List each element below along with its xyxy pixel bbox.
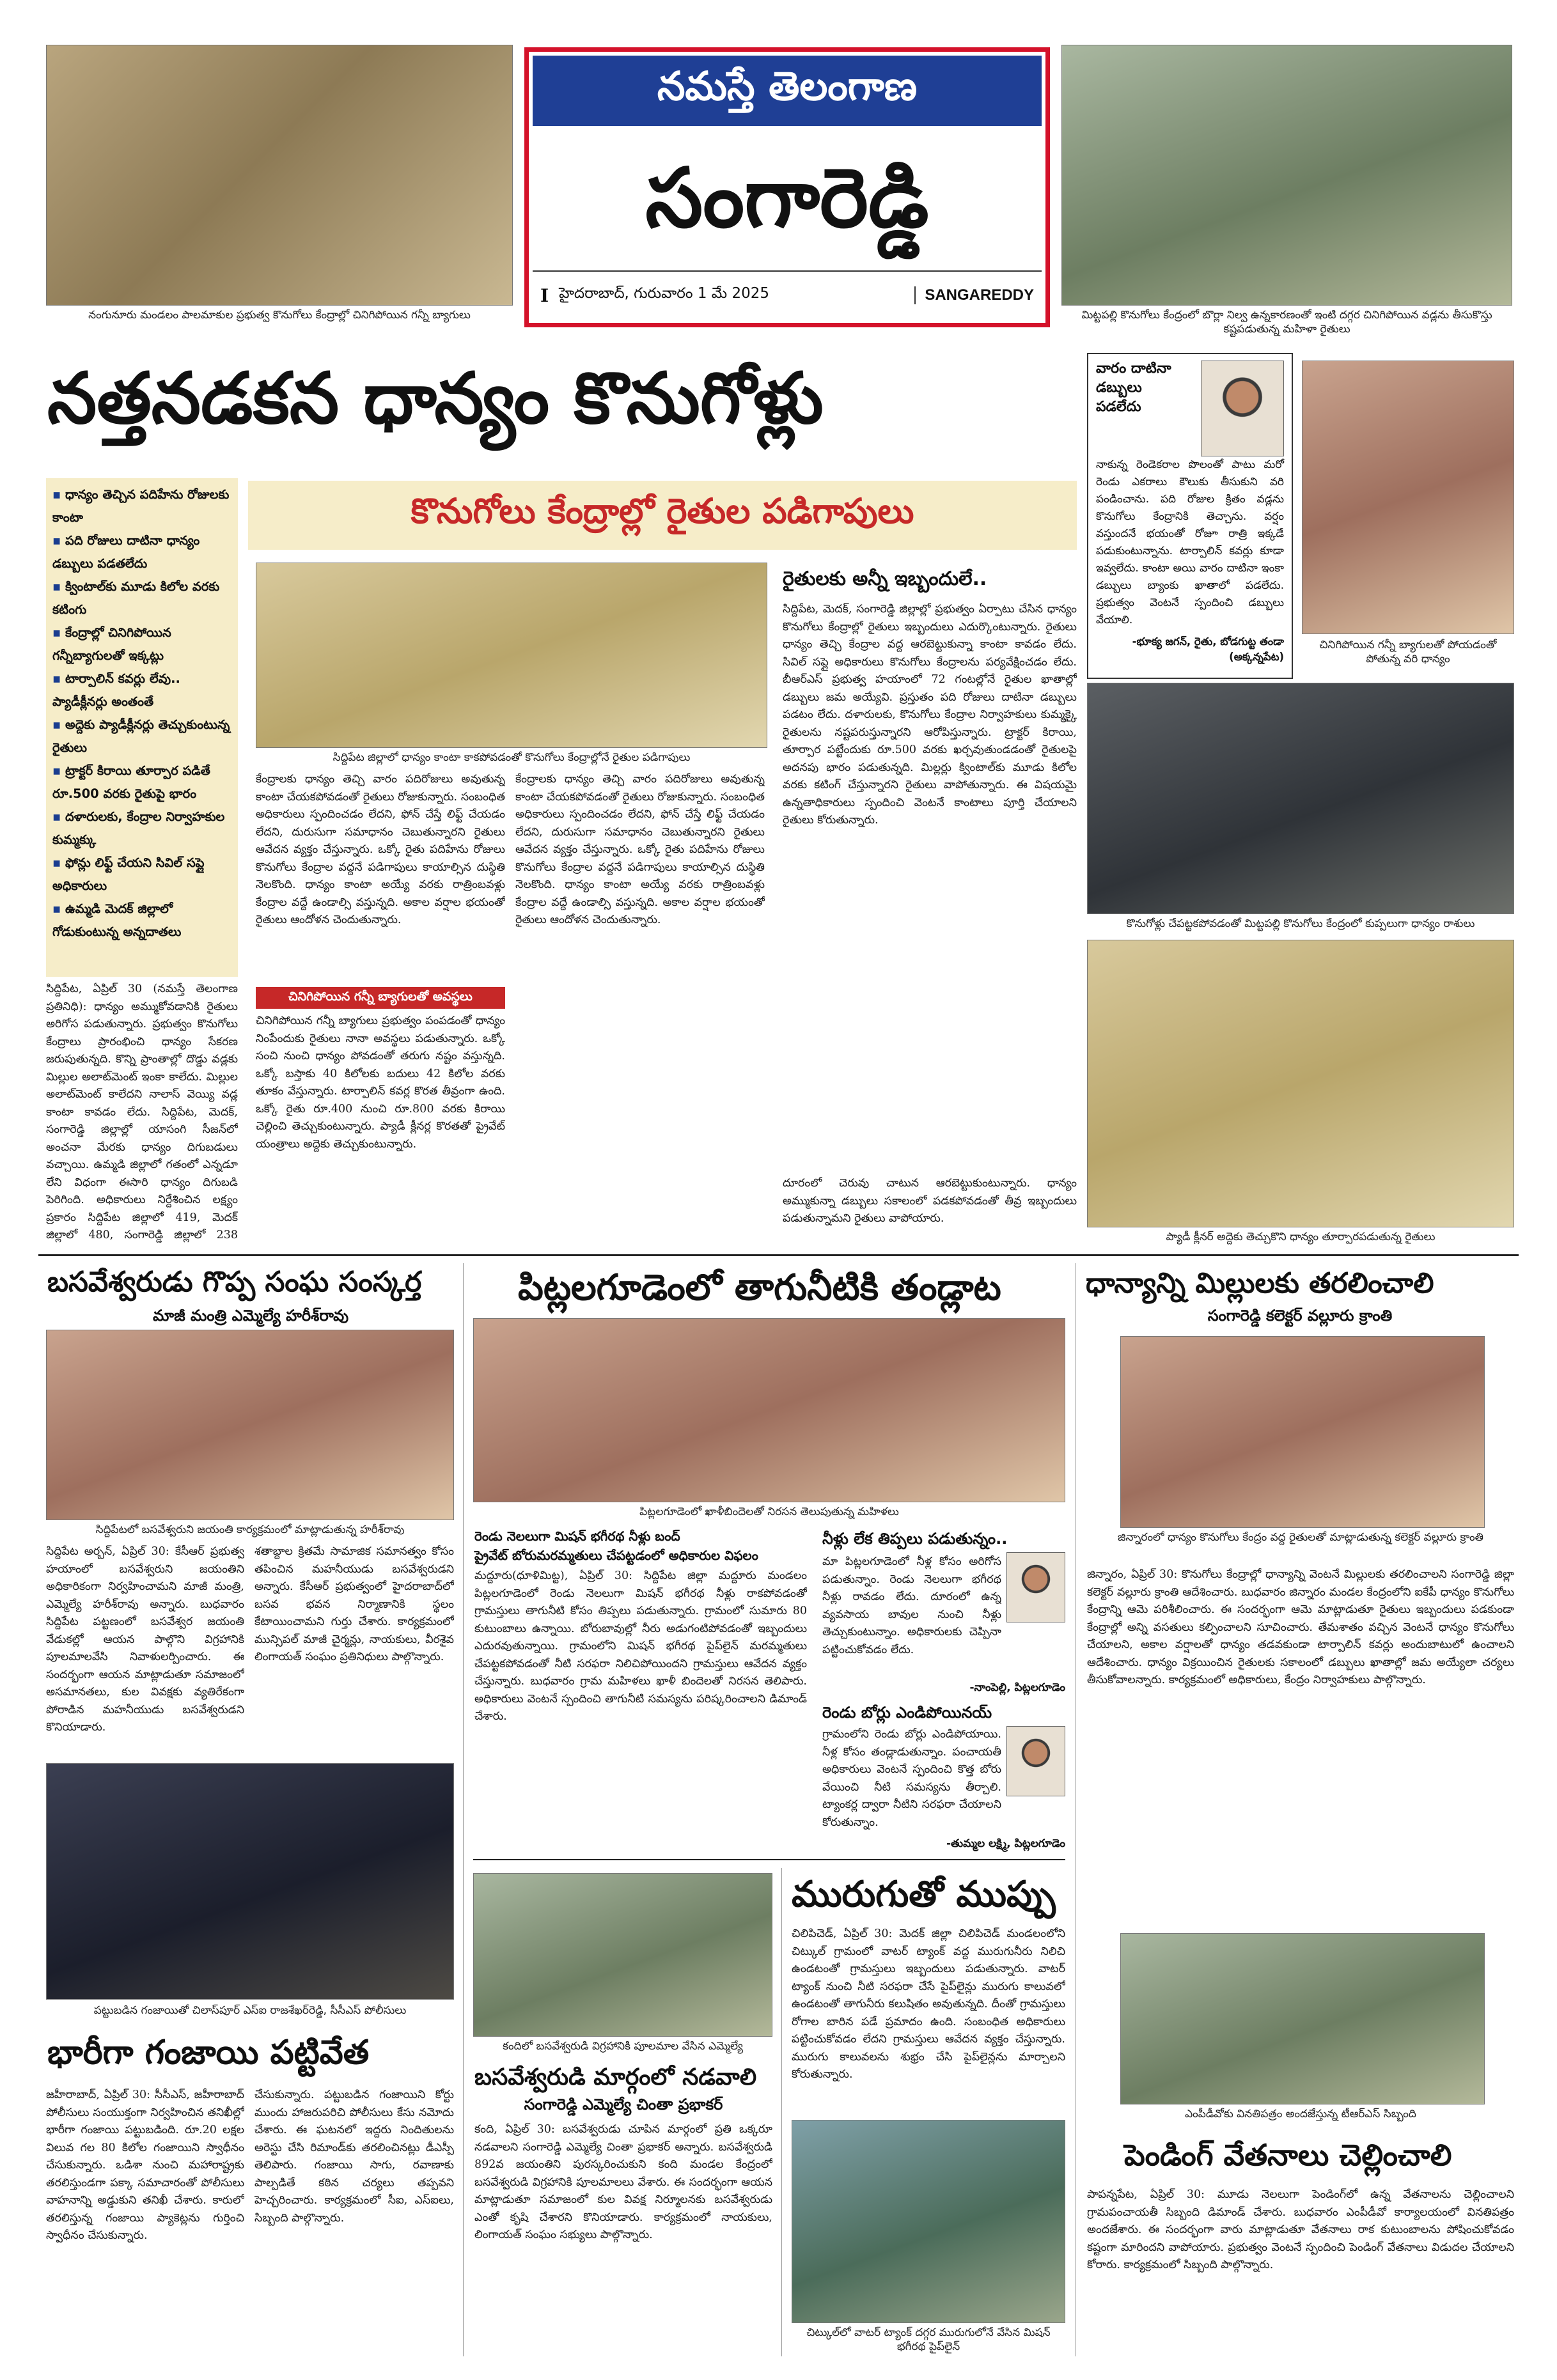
col-divider-1 bbox=[463, 1263, 464, 2356]
lead-subhead2: రైతులకు అన్నీ ఇబ్బందులే.. bbox=[783, 568, 987, 590]
sidebar-farmer-portrait bbox=[1201, 361, 1284, 456]
sidebar-quote-box bbox=[1087, 353, 1293, 679]
section-divider bbox=[38, 1254, 1519, 1256]
water-bullet-1: రెండు నెలలుగా మిషన్ భగీరథ నీళ్లు బంద్ bbox=[474, 1528, 680, 1544]
water-bullet-2: ప్రైవేట్ బోరుమరమ్మతులు చేపట్టడంలో అధికారుల విఫలం bbox=[474, 1548, 758, 1563]
sidebar-byline: -భూక్య జగన్, రైతు, బోడగుట్ట తండా (అక్కన్నపేట) bbox=[1132, 635, 1284, 663]
basava-byline: మాజీ మంత్రి ఎమ్మెల్యే హరీశ్‌రావు bbox=[152, 1307, 349, 1325]
lead-subhead: చినిగిపోయిన గన్నీ బ్యాగులతో అవస్థలు bbox=[288, 989, 473, 1004]
murugu-photo-caption: చిట్కుల్‌లో వాటర్ ట్యాంక్ దగ్గర మురుగులోనే వేసిన మిషన్ భగీరథ పైప్‌లైన్ bbox=[806, 2326, 1051, 2353]
top-left-photo-caption: నంగునూరు మండలం పాలమాకుల ప్రభుత్వ కొనుగోలు కేంద్రాల్లో చినిగిపోయిన గన్నీ బ్యాగులు bbox=[88, 309, 471, 322]
lead-bullet-item: ▪ పది రోజులు దాటినా ధాన్యం డబ్బులు పడతలేదు bbox=[52, 529, 231, 575]
basava2-photo bbox=[473, 1873, 772, 2037]
lead-bullet-item: ▪ ఉమ్మడి మెదక్ జిల్లాలో గోడుకుంటున్న అన్నదాతలు bbox=[52, 898, 231, 944]
water-photo bbox=[473, 1318, 1065, 1502]
mills-photo bbox=[1120, 1336, 1485, 1528]
murugu-text: చిలిపిచెడ్, ఏప్రిల్ 30: మెదక్ జిల్లా చిలిపిచెడ్ మండలంలోని చిట్కుల్ గ్రామంలో వాటర్ ట్యాంక్ వద్ద మురుగునీరు నిలిచి ఉండటంతో గ్రామస్తులు ఇబ్బందులు పడుతున్నారు. వాటర్ ట్యాంక్ నుంచి నీటి సరఫరా చేసే పైప్‌లైన్లు మురుగు కాలువలో ఉండటంతో తాగునీరు కలుషితం అవుతున్నది. దీంతో గ్రామస్తులు రోగాల బారిన పడే ప్రమాదం ఉంది. సంబంధిత అధికారులు పట్టించుకోవడం లేదని గ్రామస్తులు ఆవేదన వ్యక్తం చేస్తున్నారు. మురుగు కాలువలను శుభ్రం చేసి పైప్‌లైన్లను మార్చాలని కోరుతున్నారు. bbox=[792, 1927, 1065, 2081]
ganja-headline: భారీగా గంజాయి పట్టివేత bbox=[47, 2034, 370, 2072]
lead-photo bbox=[256, 563, 767, 748]
top-right-photo-caption: మిట్టపల్లి కొనుగోలు కేంద్రంలో బొర్లా నిల్వ ఉన్నకారణంతో ఇంటి దగ్గర చినిగిపోయిన వడ్లను తీసుకొస్తు కష్టపడుతున్న మహిళా రైతులు bbox=[1081, 309, 1492, 336]
water-byline2: -తుమ్మల లక్ష్మి, పిట్లలగూడెం bbox=[946, 1837, 1065, 1850]
lead-bullet-box bbox=[46, 478, 238, 977]
lead-text-mid3: కేంద్రాలకు ధాన్యం తెచ్చి వారం పదిరోజులు అవుతున్న కాంటా చేయకపోవడంతో రైతులు రోజుకున్నారు. సంబంధిత అధికారులు స్పందించడం లేదని, ఫోన్ చేస్తే లిఫ్ట్ చేయడం లేదని, దురుసుగా సమాధానం చెబుతున్నారని రైతులు ఆవేదన వ్యక్తం చేస్తున్నారు. ఒక్కో రైతు పదిహేను రోజులు కొనుగోలు కేంద్రాల వద్దనే పడిగాపులు కాయాల్సిన దుస్థితి నెలకొంది. ధాన్యం కాంటా అయ్యే వరకు రాత్రింబవళ్లు కేంద్రాల వద్దే ఉండాల్సి వస్తున్నది. అకాల వర్షాల భయంతో రైతులు ఆందోళన చెందుతున్నారు. bbox=[515, 773, 765, 926]
lead-subhead-box bbox=[256, 987, 505, 1009]
murugu-headline: మురుగుతో ముప్పు bbox=[792, 1874, 1056, 1915]
sidebar-photo1 bbox=[1302, 361, 1514, 634]
water-photo-caption: పిట్లలగూడెంలో ఖాళీబిందెలతో నిరసన తెలుపుతున్న మహిళలు bbox=[639, 1505, 899, 1518]
water-bottom-rule bbox=[473, 1859, 1065, 1860]
lead-photo-caption: సిద్దిపేట జిల్లాలో ధాన్యం కాంటా కాకపోవడంతో కొనుగోలు కేంద్రాల్లోనే రైతుల పడిగాపులు bbox=[333, 751, 691, 764]
ganja-text-right: చేసుకున్నారు. పట్టుబడిన గంజాయిని కోర్టు ముందు హాజరుపరిచి పోలీసులు కేసు నమోదు చేశారు. ఈ ఘటనలో ఇద్దరు నిందితులను అరెస్టు చేసి రిమాండ్‌కు తరలించినట్లు డీఎస్పీ తెలిపారు. గంజాయి సాగు, రవాణాకు పాల్పడితే కఠిన చర్యలు తప్పవని హెచ్చరించారు. కార్యక్రమంలో సీఐ, ఎస్ఐలు, సిబ్బంది పాల్గొన్నారు. bbox=[254, 2088, 454, 2225]
lead-bullet-item: ▪ అద్దెకు ప్యాడీక్లీనర్లు తెచ్చుకుంటున్న రైతులు bbox=[52, 713, 231, 759]
masthead-brand-bar bbox=[533, 56, 1042, 126]
water-quote1: మా పిట్లలగూడెంలో నీళ్ల కోసం అరిగోస పడుతున్నాం. రెండు నెలలుగా భగీరథ నీళ్లు రావడం లేదు. దూరంలో ఉన్న వ్యవసాయ బావుల నుంచి నీళ్లు తెచ్చుకుంటున్నాం. అధికారులకు చెప్పినా పట్టించుకోవడం లేదు. bbox=[822, 1555, 1001, 1656]
basava-photo bbox=[46, 1330, 454, 1520]
ganja-text-left: జహీరాబాద్, ఏప్రిల్ 30: సీసీఎస్, జహీరాబాద్ పోలీసులు సంయుక్తంగా నిర్వహించిన తనిఖీల్లో భారీగా గంజాయి పట్టుబడింది. రూ.20 లక్షల విలువ గల 80 కిలోల గంజాయిని స్వాధీనం చేసుకున్నారు. ఒడిశా నుంచి మహారాష్ట్రకు తరలిస్తుండగా పక్కా సమాచారంతో పోలీసులు వాహనాన్ని అడ్డుకుని తనిఖీ చేశారు. కారులో తరలిస్తున్న గంజాయి ప్యాకెట్లను గుర్తించి స్వాధీనం చేసుకున్నారు. bbox=[46, 2088, 244, 2242]
lead-deck: కొనుగోలు కేంద్రాల్లో రైతుల పడిగాపులు bbox=[411, 490, 914, 531]
water-person2-portrait bbox=[1006, 1726, 1065, 1796]
edition-en: SANGAREDDY bbox=[914, 286, 1034, 304]
lead-bullet-item: ▪ టార్పాలిన్ కవర్లు లేవు.. ప్యాడీక్లీనర్లు అంతంతే bbox=[52, 667, 231, 713]
lead-text-right: సిద్దిపేట, మెదక్, సంగారెడ్డి జిల్లాల్లో ప్రభుత్వం ఏర్పాటు చేసిన ధాన్యం కొనుగోలు కేంద్రాల్లో రైతులు ఇబ్బందులు ఎదుర్కొంటున్నారు. రైతులు ధాన్యం తెచ్చి కేంద్రాల వద్ద ఆరబెట్టుకున్నా కాంటా కావడం లేదు. సివిల్ సప్లై అధికారులు కొనుగోలు కేంద్రాలను పర్యవేక్షించడం లేదు. బీఆర్ఎస్ ప్రభుత్వ హయాంలో 72 గంటల్లోనే రైతుల ఖాతాల్లో డబ్బులు జమ అయ్యేవి. ప్రస్తుతం పది రోజులు దాటినా డబ్బులు పడటం లేదు. దళారులకు, కొనుగోలు కేంద్రాల నిర్వాహకులు కుమ్మక్కై రైతులను నష్టపరుస్తున్నారని ఆరోపిస్తున్నారు. ట్రాక్టర్ కిరాయి, తూర్పార పట్టేందుకు రూ.500 వరకు ఖర్చవుతుండడంతో రైతులపై అదనపు భారం పడుతున్నది. మిల్లర్లు క్వింటాల్‌కు మూడు కిలోల వరకు కటింగ్ చేస్తున్నారని రైతులు వాపోతున్నారు. ఈ విషయమై ఉన్నతాధికారులు స్పందించి వెంటనే కాంటాలు పూర్తి చేయాలని రైతులు కోరుతున్నారు. bbox=[783, 603, 1077, 827]
page-number: I bbox=[540, 284, 549, 306]
masthead-brand: నమస్తే తెలంగాణ bbox=[657, 63, 918, 109]
ganja-photo bbox=[46, 1763, 454, 2000]
lead-bullets bbox=[52, 483, 231, 944]
sidebar-text: నాకున్న రెండెకరాల పొలంతో పాటు మరో రెండు ఎకరాలు కౌలుకు తీసుకుని వరి పండించాను. పది రోజుల క్రితం వడ్లను కొనుగోలు కేంద్రానికి తెచ్చాను. వర్షం వస్తుందనే భయంతో రోజూ రాత్రి ఇక్కడే పడుకుంటున్నాను. టార్పాలిన్ కవర్లు కూడా ఇవ్వలేదు. కాంటా అయి వారం దాటినా ఇంకా డబ్బులు బ్యాంకు ఖాతాలో పడలేదు. ప్రభుత్వం వెంటనే స్పందించి డబ్బులు వేయాలి. bbox=[1096, 458, 1284, 626]
salary-headline: పెండింగ్ వేతనాలు చెల్లించాలి bbox=[1124, 2138, 1452, 2172]
basava2-headline: బసవేశ్వరుడి మార్గంలో నడవాలి bbox=[474, 2064, 757, 2090]
salary-photo bbox=[1120, 1933, 1485, 2104]
water-person1-portrait bbox=[1006, 1552, 1065, 1622]
top-right-photo bbox=[1061, 45, 1512, 306]
mills-photo-caption: జిన్నారంలో ధాన్యం కొనుగోలు కేంద్రం వద్ద రైతులతో మాట్లాడుతున్న కలెక్టర్ వల్లూరు క్రాంతి bbox=[1118, 1531, 1483, 1544]
mills-headline: ధాన్యాన్ని మిల్లులకు తరలించాలి bbox=[1086, 1267, 1434, 1300]
salary-photo-caption: ఎంపీడీవోకు వినతిపత్రం అందజేస్తున్న టీఆర్ఎస్ సిబ్బంది bbox=[1185, 2108, 1416, 2120]
lead-headline: నత్తనడకన ధాన్యం కొనుగోళ్లు bbox=[47, 357, 824, 439]
lead-bullet-item: ▪ క్వింటాల్‌కు మూడు కిలోల వరకు కటింగు bbox=[52, 575, 231, 621]
water-text: మద్దూరు(ధూళిమిట్ట), ఏప్రిల్ 30: సిద్దిపేట జిల్లా మద్దూరు మండలం పిట్లలగూడెంలో రెండు నెలలుగా మిషన్ భగీరథ నీళ్లు రాకపోవడంతో గ్రామస్తులు తాగునీటి కోసం తిప్పలు పడుతున్నారు. గ్రామంలో సుమారు 80 కుటుంబాలు ఉన్నాయి. బోరుబావుల్లో నీరు అడుగంటిపోవడంతో ఇబ్బందులు ఎదురవుతున్నాయి. గ్రామంలోని మిషన్ భగీరథ పైప్‌లైన్ మరమ్మతులు చేపట్టకపోవడంతో నీటి సరఫరా నిలిచిపోయిందని గ్రామస్తులు ఆవేదన వ్యక్తం చేస్తున్నారు. బుధవారం గ్రామ మహిళలు ఖాళీ బిందెలతో నిరసన తెలిపారు. అధికారులు వెంటనే స్పందించి తాగునీటి సమస్యను పరిష్కరించాలని డిమాండ్ చేశారు. bbox=[474, 1569, 807, 1723]
water-sub2: రెండు బోర్లు ఎండిపోయినయ్ bbox=[822, 1704, 992, 1722]
water-byline1: -నాంపెల్లి, పిట్లలగూడెం bbox=[969, 1681, 1065, 1694]
lead-bullet-item: ▪ కేంద్రాల్లో చినిగిపోయిన గన్నీబ్యాగులతో ఇక్కట్లు bbox=[52, 621, 231, 667]
sidebar-kicker: వారం దాటినా డబ్బులు పడలేదు bbox=[1096, 361, 1171, 415]
water-headline: పిట్లలగూడెంలో తాగునీటికి తండ్లాట bbox=[518, 1267, 1001, 1309]
water-quote2: గ్రామంలోని రెండు బోర్లు ఎండిపోయాయి. నీళ్ల కోసం తండ్లాడుతున్నాం. పంచాయతీ అధికారులు వెంటనే స్పందించి కొత్త బోరు వేయించి నీటి సమస్యను తీర్చాలి. ట్యాంకర్ల ద్వారా నీటిని సరఫరా చేయాలని కోరుతున్నాం. bbox=[822, 1728, 1001, 1829]
basava-text-right: శతాబ్దాల క్రితమే సామాజిక సమానత్వం కోసం తపించిన మహనీయుడు బసవేశ్వరుడని అన్నారు. కేసీఆర్ ప్రభుత్వంలో హైదరాబాద్‌లో బసవ భవన నిర్మాణానికి స్థలం కేటాయించామని గుర్తు చేశారు. కార్యక్రమంలో మున్సిపల్ మాజీ చైర్మన్లు, నాయకులు, వీరశైవ లింగాయత్ సంఘం ప్రతినిధులు పాల్గొన్నారు. bbox=[254, 1545, 454, 1663]
sidebar-photo2 bbox=[1087, 683, 1514, 914]
lead-bullet-item: ▪ ట్రాక్టర్ కిరాయి తూర్పార పడితే రూ.500 వరకు రైతుపై భారం bbox=[52, 759, 231, 805]
water-sub1: నీళ్లు లేక తిప్పలు పడుతున్నం.. bbox=[822, 1530, 1008, 1548]
sidebar-photo2-caption: కొనుగోళ్లు చేపట్టకపోవడంతో మిట్టపల్లి కొనుగోలు కేంద్రంలో కుప్పలుగా ధాన్యం రాశులు bbox=[1126, 917, 1475, 930]
lead-bullet-item: ▪ దళారులకు, కేంద్రాల నిర్వాహకుల కుమ్మక్కు bbox=[52, 805, 231, 852]
lead-bullet-item: ▪ ధాన్యం తెచ్చిన పదిహేను రోజులకు కాంటా bbox=[52, 483, 231, 529]
lead-bullet-item: ▪ ఫోన్లు లిఫ్ట్ చేయని సివిల్ సప్లై అధికారులు bbox=[52, 852, 231, 898]
basava2-text: కంది, ఏప్రిల్ 30: బసవేశ్వరుడు చూపిన మార్గంలో ప్రతి ఒక్కరూ నడవాలని సంగారెడ్డి ఎమ్మెల్యే చింతా ప్రభాకర్ అన్నారు. బసవేశ్వరుడి 892వ జయంతిని పురస్కరించుకుని కంది మండల కేంద్రంలో బసవేశ్వరుడి విగ్రహానికి పూలమాలలు వేశారు. ఈ సందర్భంగా ఆయన మాట్లాడుతూ సమాజంలో కుల వివక్ష నిర్మూలనకు బసవేశ్వరుడు ఎంతో కృషి చేశారని కొనియాడారు. కార్యక్రమంలో నాయకులు, లింగాయత్ సంఘం సభ్యులు పాల్గొన్నారు. bbox=[474, 2123, 772, 2241]
sidebar-photo3 bbox=[1087, 940, 1514, 1227]
mills-byline: సంగారెడ్డి కలెక్టర్ వల్లూరు క్రాంతి bbox=[1207, 1307, 1393, 1325]
basava-photo-caption: సిద్దిపేటలో బసవేశ్వరుని జయంతి కార్యక్రమంలో మాట్లాడుతున్న హరీశ్‌రావు bbox=[95, 1523, 405, 1536]
sidebar-photo1-caption: చినిగిపోయిన గన్నీ బ్యాగులతో పోయడంతో పోతున్న వరి ధాన్యం bbox=[1319, 639, 1497, 665]
salary-text: పాపన్నపేట, ఏప్రిల్ 30: మూడు నెలలుగా పెండింగ్‌లో ఉన్న వేతనాలను చెల్లించాలని గ్రామపంచాయతీ సిబ్బంది డిమాండ్ చేశారు. బుధవారం ఎంపీడీవో కార్యాలయంలో వినతిపత్రం అందజేశారు. ఈ సందర్భంగా వారు మాట్లాడుతూ వేతనాలు రాక కుటుంబాలను పోషించుకోవడం కష్టంగా మారిందని వాపోయారు. ప్రభుత్వం వెంటనే స్పందించి పెండింగ్ వేతనాలు విడుదల చేయాలని కోరారు. కార్యక్రమంలో సిబ్బంది పాల్గొన్నారు. bbox=[1087, 2188, 1514, 2271]
ganja-photo-caption: పట్టుబడిన గంజాయితో చిలాస్‌పూర్ ఎస్ఐ రాజశేఖర్‌రెడ్డి, సీసీఎస్ పోలీసులు bbox=[93, 2004, 407, 2017]
basava2-byline: సంగారెడ్డి ఎమ్మెల్యే చింతా ప్రభాకర్ bbox=[524, 2096, 723, 2113]
lead-text-left: సిద్దిపేట, ఏప్రిల్ 30 (నమస్తే తెలంగాణ ప్రతినిధి): ధాన్యం అమ్ముకోవడానికి రైతులు అరిగోస పడుతున్నారు. ప్రభుత్వం కొనుగోలు కేంద్రాలు ప్రారంభించి ధాన్యం సేకరణ జరుపుతున్నది. కొన్ని ప్రాంతాల్లో దొడ్డు వడ్లకు మిల్లుల అలాట్‌మెంట్ ఇంకా కాలేదు. మిల్లుల అలాట్‌మెంట్ కాలేదని నాలాస్ వెయ్యి వడ్ల కాంటా కావడం లేదు. సిద్దిపేట, మెదక్, సంగారెడ్డి జిల్లాల్లో యాసంగి సీజన్‌లో అంచనా మేరకు ధాన్యం దిగుబడులు వచ్చాయి. ఉమ్మడి జిల్లాలో గతంలో ఎన్నడూ లేని విధంగా ఈసారి ధాన్యం దిగుబడి పెరిగింది. అధికారులు నిర్దేశించిన లక్ష్యం ప్రకారం సిద్దిపేట జిల్లాలో 419, మెదక్ జిల్లాలో 480, సంగారెడ్డి జిల్లాలో 238 bbox=[46, 983, 238, 1241]
lead-text-mid: కేంద్రాలకు ధాన్యం తెచ్చి వారం పదిరోజులు అవుతున్న కాంటా చేయకపోవడంతో రైతులు రోజుకున్నారు. సంబంధిత అధికారులు స్పందించడం లేదని, ఫోన్ చేస్తే లిఫ్ట్ చేయడం లేదని, దురుసుగా సమాధానం చెబుతున్నారని రైతులు ఆవేదన వ్యక్తం చేస్తున్నారు. ఒక్కో రైతు పదిహేను రోజులు కొనుగోలు కేంద్రాల వద్దనే పడిగాపులు కాయాల్సిన దుస్థితి నెలకొంది. ధాన్యం కాంటా అయ్యే వరకు రాత్రింబవళ్లు కేంద్రాల వద్దే ఉండాల్సి వస్తున్నది. అకాల వర్షాల భయంతో రైతులు ఆందోళన చెందుతున్నారు. bbox=[256, 773, 505, 926]
dateline: హైదరాబాద్, గురువారం 1 మే 2025 bbox=[559, 285, 769, 302]
basava2-photo-caption: కందిలో బసవేశ్వరుడి విగ్రహానికి పూలమాల వేసిన ఎమ్మెల్యే bbox=[503, 2040, 743, 2053]
murugu-photo bbox=[792, 2120, 1065, 2323]
masthead-edition: సంగారెడ్డి bbox=[645, 151, 929, 246]
basava-headline: బసవేశ్వరుడు గొప్ప సంఘ సంస్కర్త bbox=[47, 1266, 422, 1298]
lead-text-mid2: చినిగిపోయిన గన్నీ బ్యాగులు ప్రభుత్వం పంపడంతో ధాన్యం నింపేందుకు రైతులు నానా అవస్థలు పడుతున్నారు. ఒక్కో సంచి నుంచి ధాన్యం పోవడంతో తరుగు నష్టం వస్తున్నది. ఒక్కో బస్తాకు 40 కిలోలకు బదులు 42 కిలోల వరకు తూకం వేస్తున్నారు. టార్పాలిన్ కవర్ల కొరత తీవ్రంగా ఉంది. ఒక్కో రైతు రూ.400 నుంచి రూ.800 వరకు కిరాయి చెల్లించి తెచ్చుకుంటున్నారు. ప్యాడీ క్లీనర్ల కొరతతో ప్రైవేట్ యంత్రాలు అద్దెకు తెచ్చుకుంటున్నారు. bbox=[256, 1015, 505, 1151]
col-divider-2 bbox=[781, 1868, 782, 2356]
sidebar-photo3-caption: ప్యాడీ క్లీనర్ అద్దెకు తెచ్చుకొని ధాన్యం తూర్పారపడుతున్న రైతులు bbox=[1166, 1231, 1436, 1243]
top-left-photo bbox=[46, 45, 513, 306]
mills-text: జిన్నారం, ఏప్రిల్ 30: కొనుగోలు కేంద్రాల్లో ధాన్యాన్ని వెంటనే మిల్లులకు తరలించాలని సంగారెడ్డి జిల్లా కలెక్టర్ వల్లూరు క్రాంతి ఆదేశించారు. బుధవారం జిన్నారం మండల కేంద్రంలోని ఐకేపీ ధాన్యం కొనుగోలు కేంద్రాన్ని ఆమె పరిశీలించారు. ఈ సందర్భంగా ఆమె మాట్లాడుతూ రైతులు ఇబ్బందులు పడకుండా కేంద్రాల్లో అన్ని వసతులు కల్పించాలని సూచించారు. తేమశాతం వచ్చిన వెంటనే ధాన్యం కొనుగోలు చేయాలని, అకాల వర్షాలతో ధాన్యం తడవకుండా టార్పాలిన్ కవర్లు అందుబాటులో ఉంచాలని ఆదేశించారు. ధాన్యం విక్రయించిన రైతులకు సకాలంలో డబ్బులు ఖాతాల్లో జమ అయ్యేలా చర్యలు తీసుకోవాలన్నారు. కార్యక్రమంలో అధికారులు, కేంద్రం నిర్వాహకులు పాల్గొన్నారు. bbox=[1087, 1568, 1514, 1686]
basava-text-left: సిద్దిపేట అర్బన్, ఏప్రిల్ 30: కేసీఆర్ ప్రభుత్వ హయాంలో బసవేశ్వరుని జయంతిని అధికారికంగా నిర్వహించామని మాజీ మంత్రి, ఎమ్మెల్యే హరీశ్‌రావు అన్నారు. బుధవారం సిద్దిపేట పట్టణంలో బసవేశ్వర జయంతి వేడుకల్లో ఆయన పాల్గొని విగ్రహానికి పూలమాలవేసి నివాళులర్పించారు. ఈ సందర్భంగా ఆయన మాట్లాడుతూ సమాజంలో అసమానతలు, కుల వివక్షకు వ్యతిరేకంగా పోరాడిన మహనీయుడు బసవేశ్వరుడని కొనియాడారు. bbox=[46, 1545, 244, 1734]
lead-deck-box bbox=[248, 481, 1077, 550]
masthead-dateline-bar bbox=[533, 270, 1042, 319]
lead-text-foot: దూరంలో చెరువు చాటున ఆరబెట్టుకుంటున్నారు. ధాన్యం అమ్ముకున్నా డబ్బులు సకాలంలో పడకపోవడంతో తీవ్ర ఇబ్బందులు పడుతున్నామని రైతులు వాపోయారు. bbox=[783, 1177, 1077, 1225]
masthead bbox=[524, 47, 1050, 327]
